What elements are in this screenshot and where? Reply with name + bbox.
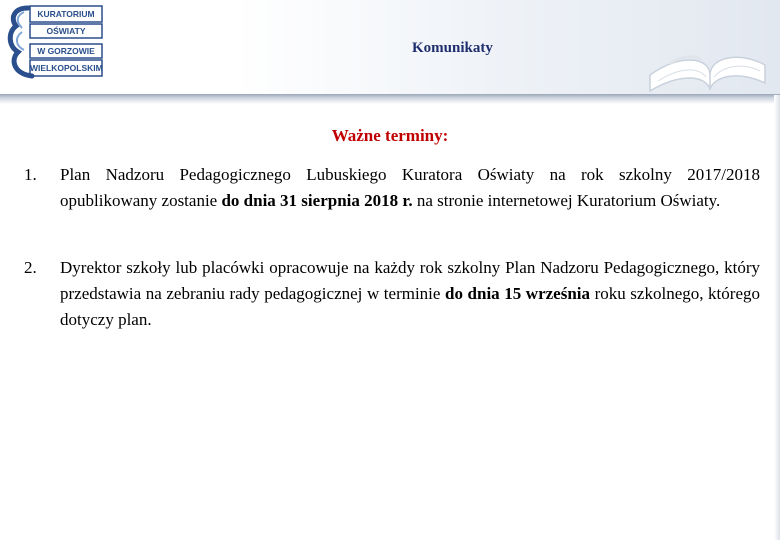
- logo-line-1: KURATORIUM: [37, 9, 95, 19]
- item-number: 2.: [24, 258, 37, 277]
- item-text: Dyrektor szkoły lub placówki opracowuje na każdy rok szkolny Plan Nadzoru Pedagogicznego, który przedstawia na zebraniu rady pedagogicznej w terminie do dnia 15 września roku szkolnego, którego dotyczy plan.: [60, 258, 760, 329]
- item-deadline: do dnia 31 sierpnia 2018 r.: [221, 191, 413, 210]
- item-text: Plan Nadzoru Pedagogicznego Lubuskiego Kuratora Oświaty na rok szkolny 2017/2018 opublikowany zostanie do dnia 31 sierpnia 2018 r. na stronie internetowej Kuratorium Oświaty.: [60, 165, 760, 210]
- slide-edge-shadow: [774, 95, 780, 540]
- page-title: Komunikaty: [412, 40, 493, 56]
- kuratorium-logo: [2, 2, 104, 82]
- item-deadline: do dnia 15 września: [445, 284, 591, 303]
- item-number: 1.: [24, 165, 37, 184]
- logo-line-4: WIELKOPOLSKIM: [30, 63, 103, 73]
- logo-line-3: W GORZOWIE: [37, 46, 95, 56]
- section-title: Ważne terminy:: [331, 126, 449, 145]
- open-book-icon: [640, 45, 770, 100]
- logo-line-2: OŚWIATY: [46, 26, 86, 36]
